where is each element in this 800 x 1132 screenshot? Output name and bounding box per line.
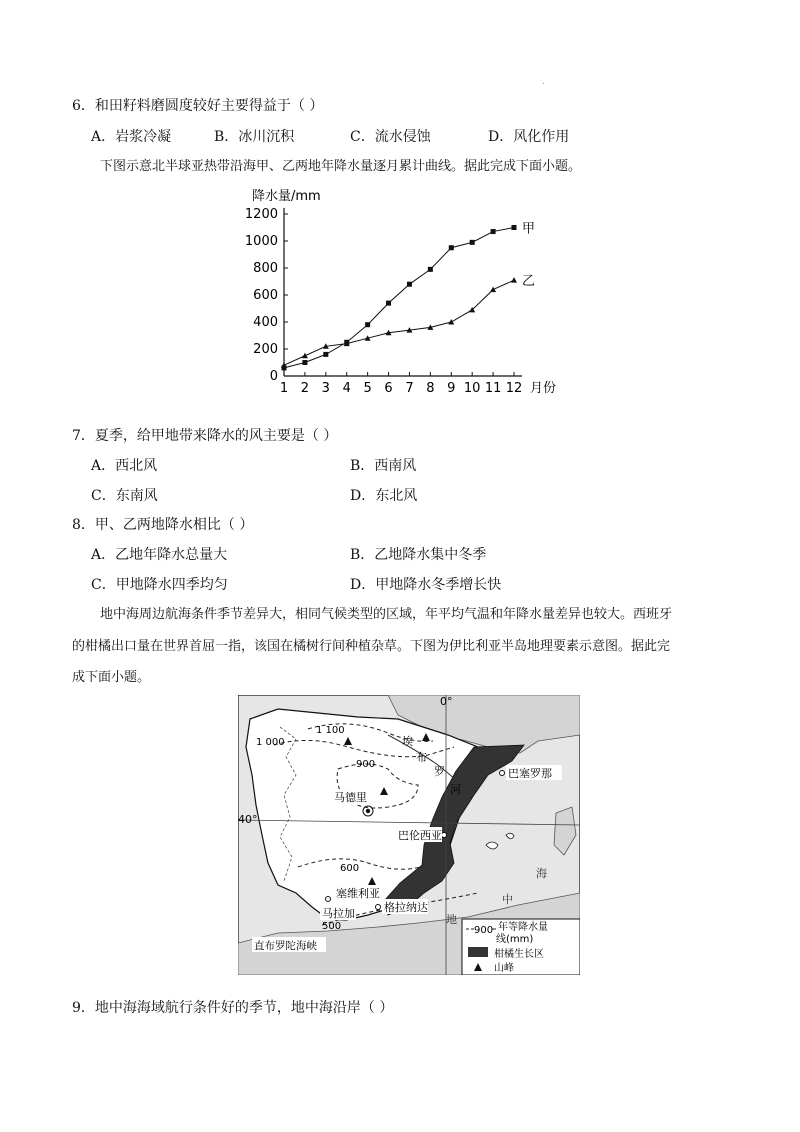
chart-y-tick-label: 400 [253,315,278,330]
map-sea-char-3: 海 [536,867,547,880]
series-2-point [511,277,517,283]
chart-x-tick-label: 9 [447,381,456,396]
capital-icon [366,809,370,813]
iberia-map [238,695,580,975]
map-river-char-2: 布 [416,751,427,764]
q6-option-b[interactable]: B．冰川沉积 [214,129,295,145]
corner-dot: . [542,76,546,87]
city-dot-icon [376,905,381,910]
series-1-point [407,282,412,287]
series-1-point [512,225,517,230]
q7-option-b[interactable]: B．西南风 [350,458,417,474]
chart-y-tick-label: 1000 [244,234,278,249]
map-river-char-4: 河 [450,783,461,796]
chart-x-tick-label: 7 [405,381,414,396]
chart-x-tick-label: 1 [279,381,289,396]
legend-isohyet-label2: 线(mm) [496,934,534,945]
precipitation-chart [230,180,560,400]
map-meridian-label: 0° [440,695,453,708]
series-1-point [491,229,496,234]
q8-option-b[interactable]: B．乙地降水集中冬季 [350,547,487,563]
q8-option-a[interactable]: A．乙地年降水总量大 [91,547,228,563]
city-barcelona: 巴塞罗那 [508,767,552,780]
q6-option-a[interactable]: A．岩浆冷凝 [91,129,172,145]
series-1-point [302,360,307,365]
chart-y-tick-label: 600 [253,288,278,303]
city-valencia: 巴伦西亚 [398,829,442,842]
chart-y-tick-label: 1200 [244,207,278,222]
q8-stem: 8．甲、乙两地降水相比（ ） [72,517,254,533]
series-1-point [386,301,391,306]
city-madrid: 马德里 [334,791,367,804]
series-label-1: 甲 [522,221,536,237]
q6-stem: 6．和田籽料磨圆度较好主要得益于（ ） [72,98,324,114]
legend-citrus-swatch [468,947,488,957]
series-2-point [490,287,496,293]
q9-stem: 9．地中海海域航行条件好的季节，地中海沿岸（ ） [72,1000,394,1016]
series-2-point [281,362,287,368]
map-sea-char-1: 地 [446,913,457,926]
map-isohyet-label-1100: 1 100 [316,725,345,736]
chart-x-tick-label: 2 [300,381,310,396]
series-line-2 [284,280,514,365]
chart-xlabel: 月份 [530,381,557,396]
city-dot-icon [442,833,447,838]
chart-y-tick-label: 200 [253,342,278,357]
chart-x-tick-label: 5 [363,381,372,396]
legend-peak-label: 山峰 [494,963,514,974]
series-2-point [448,319,454,325]
q7-option-c[interactable]: C．东南风 [91,488,158,504]
city-malaga: 马拉加 [322,907,355,920]
chart-x-tick-label: 6 [384,381,393,396]
q6-option-c[interactable]: C．流水侵蚀 [350,129,431,145]
map-legend [462,919,580,975]
chart-ylabel: 降水量/mm [252,189,321,204]
series-label-2: 乙 [522,274,536,290]
map-strait-label: 直布罗陀海峡 [254,940,317,952]
intro-map-line2: 的柑橘出口量在世界首屈一指，该国在橘树行间种植杂草。下图为伊比利亚半岛地理要素示意图。据此完 [72,639,671,654]
series-1-point [470,240,475,245]
q8-option-d[interactable]: D．甲地降水冬季增长快 [350,577,502,593]
intro-chart: 下图示意北半球亚热带沿海甲、乙两地年降水量逐月累计曲线。据此完成下面小题。 [100,159,582,174]
intro-map-line1: 地中海周边航海条件季节差异大，相同气候类型的区域，年平均气温和年降水量差异也较大。西班牙 [100,607,673,622]
city-seville: 塞维利亚 [336,887,380,900]
map-isohyet-label-600: 600 [340,863,360,874]
map-river-char-3: 罗 [434,765,445,778]
city-granada: 格拉纳达 [384,901,428,914]
city-dot-icon [326,897,331,902]
series-1-point [428,267,433,272]
chart-x-tick-label: 10 [463,381,481,396]
q7-option-a[interactable]: A．西北风 [91,458,158,474]
chart-y-tick-label: 800 [253,261,278,276]
series-2-point [302,353,308,359]
chart-x-tick-label: 3 [321,381,330,396]
series-1-point [449,245,454,250]
series-1-point [365,322,370,327]
chart-y-tick-label: 0 [269,369,278,384]
map-isohyet-label-500: 500 [322,921,342,932]
series-line-1 [284,228,514,368]
map-isohyet-label-900: 900 [356,759,376,770]
q8-option-c[interactable]: C．甲地降水四季均匀 [91,577,228,593]
legend-isohyet-label1: 年等降水量 [498,922,548,933]
chart-x-tick-label: 4 [342,381,351,396]
intro-map-line3: 成下面小题。 [72,670,151,685]
legend-isohyet-value: 900 [474,925,494,936]
series-1-point [323,352,328,357]
map-sea-char-2: 中 [502,893,513,906]
chart-x-tick-label: 12 [505,381,523,396]
map-isohyet-label-1000: 1 000 [256,737,285,748]
city-dot-icon [500,771,505,776]
chart-x-tick-label: 8 [426,381,435,396]
chart-x-tick-label: 11 [484,381,502,396]
map-parallel-label: 40° [238,813,258,826]
q6-option-d[interactable]: D．风化作用 [488,129,570,145]
q7-option-d[interactable]: D．东北风 [350,488,418,504]
map-river-char-1: 埃 [402,735,413,748]
q7-stem: 7．夏季，给甲地带来降水的风主要是（ ） [72,428,338,444]
legend-citrus-label: 柑橘生长区 [494,949,544,960]
